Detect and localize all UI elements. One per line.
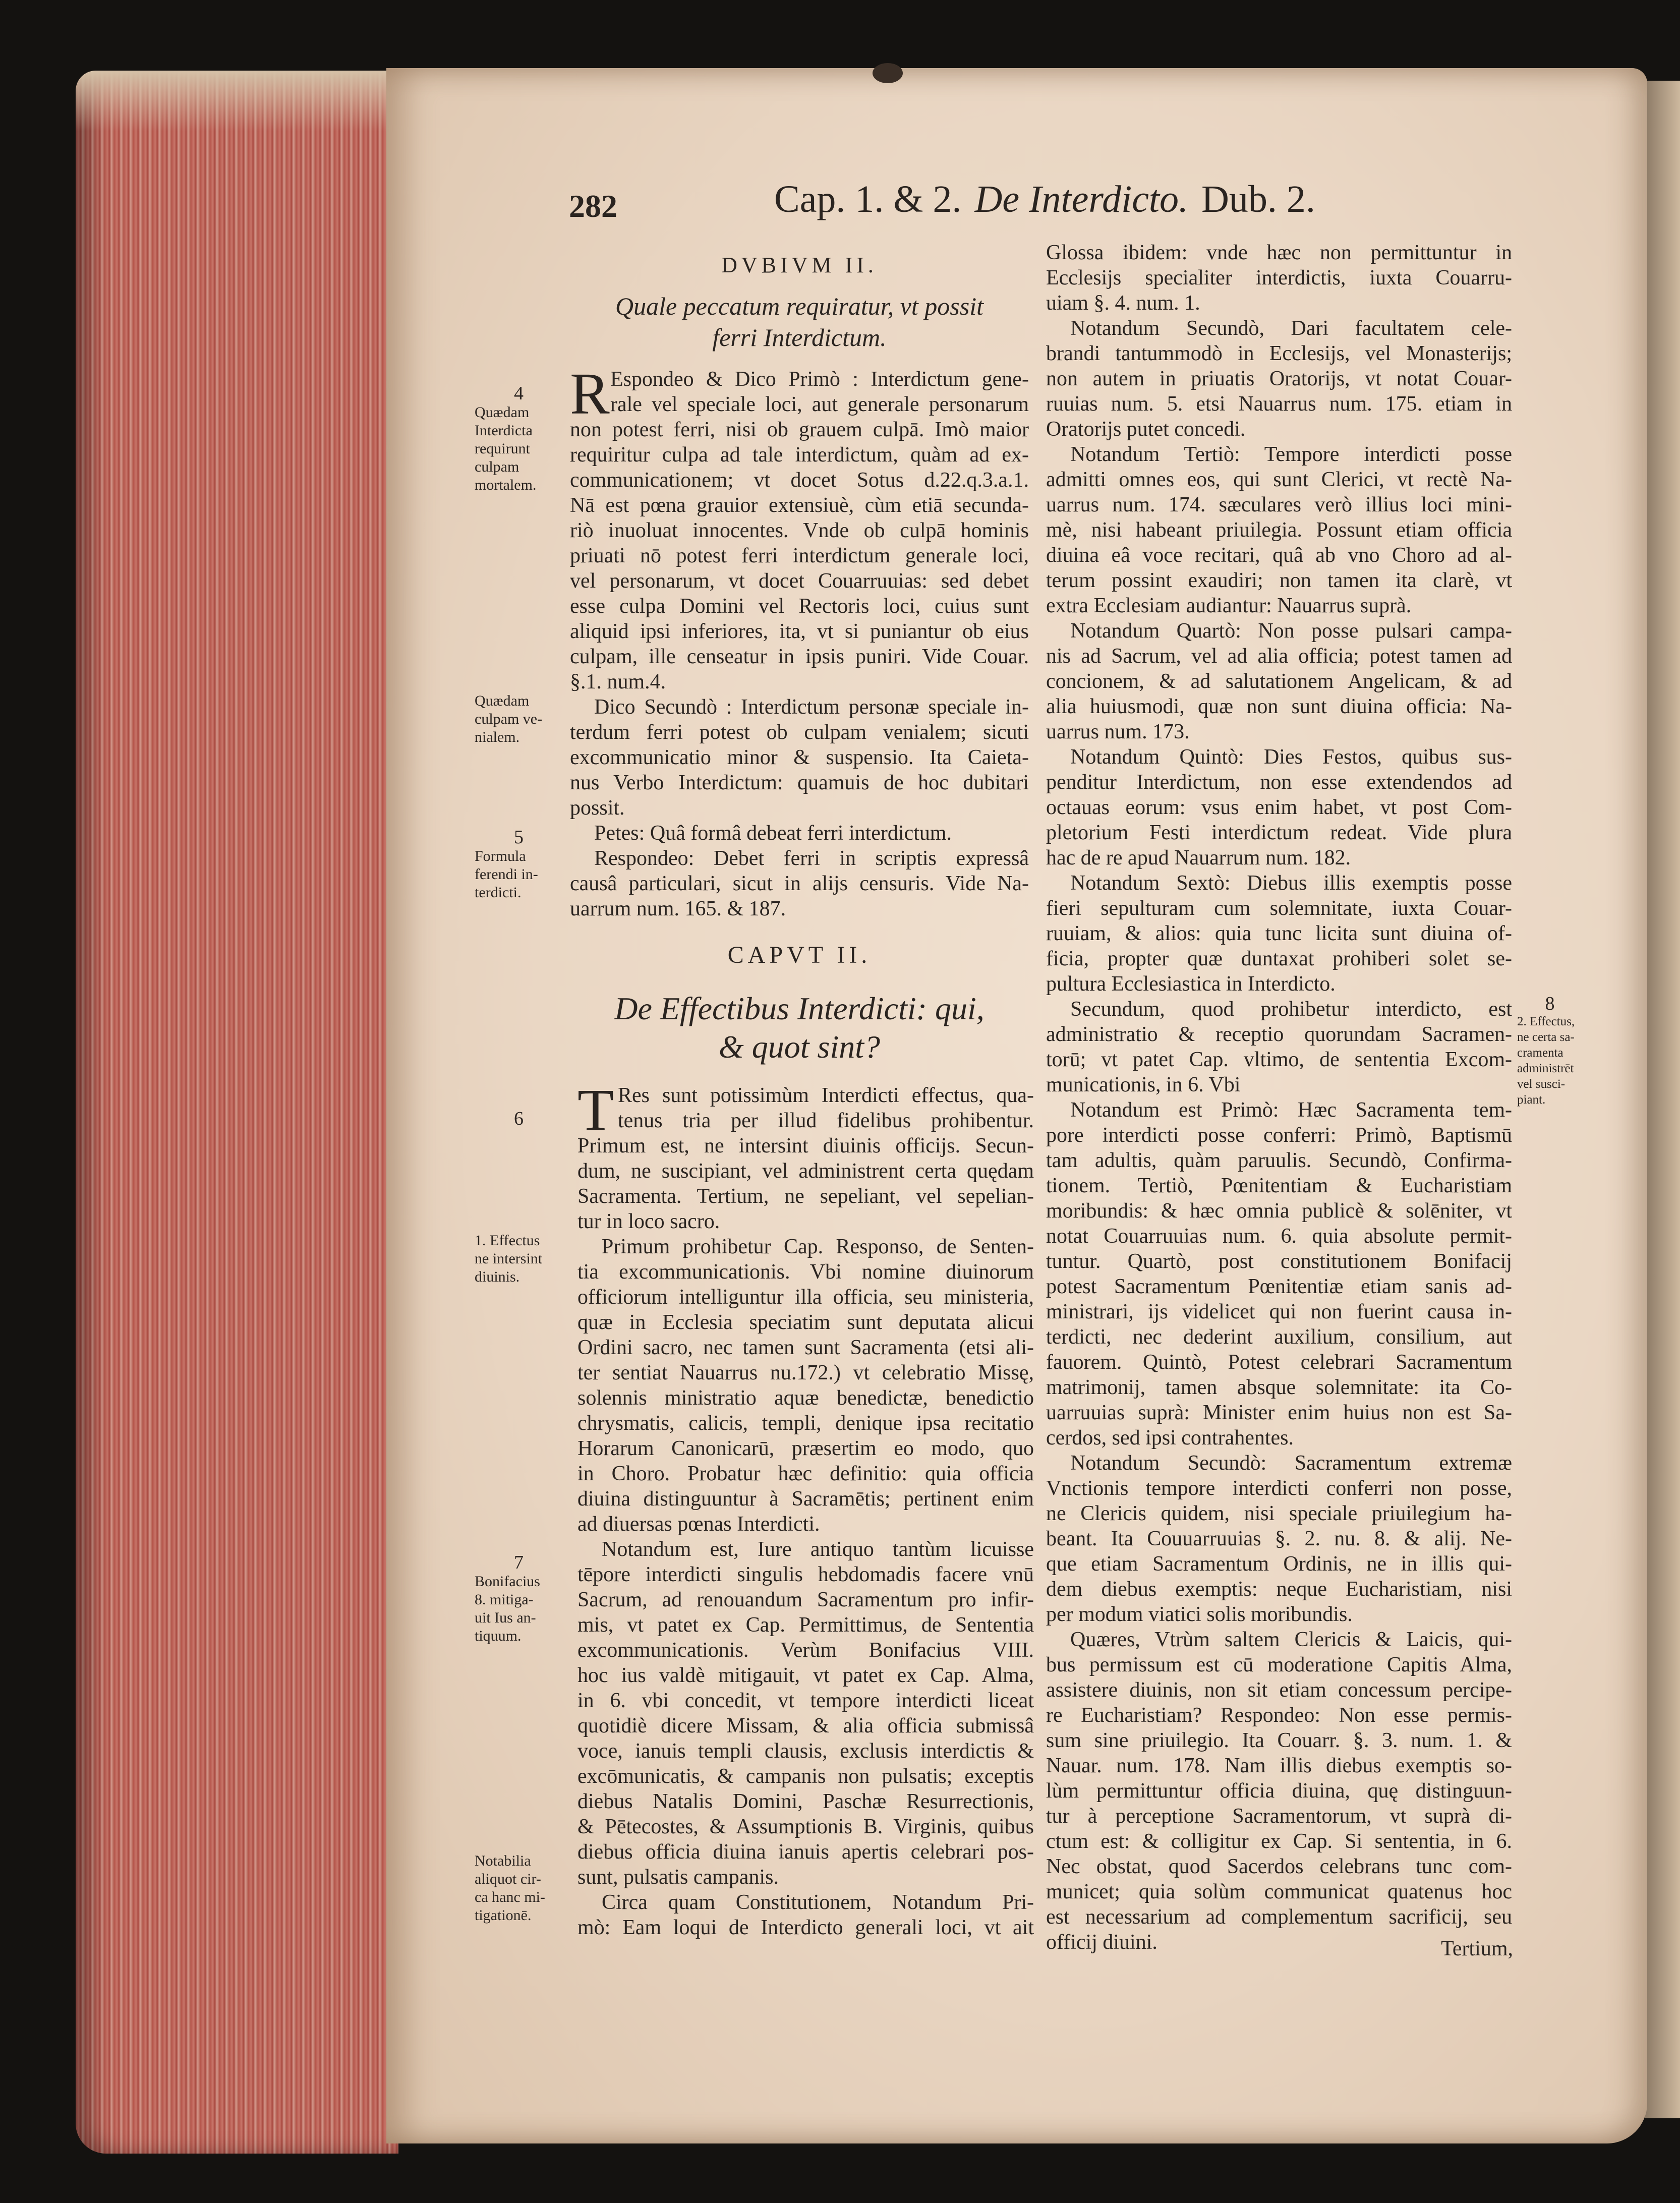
margin-note-line: mortalem. [475,477,537,493]
margin-note-line: administrēt [1517,1062,1574,1075]
text-line: ad diuersas pœnas Interdicti. [577,1513,820,1536]
chapter-subtitle [570,990,1029,1066]
next-page-edge [1645,81,1680,2118]
text-line: possit. [570,796,625,820]
running-head [774,178,1315,221]
paragraph [1046,744,1512,871]
paragraph [577,1537,1034,1890]
margin-note-line: Notabilia [475,1852,531,1869]
text-line: officij diuini. [1046,1931,1157,1954]
margin-note-line: piant. [1517,1093,1546,1107]
paragraph [1046,1627,1512,1955]
text-line: ne Clericis quidem, nisi speciale priuilegium ha- [1046,1502,1512,1525]
margin-note-line: tigationē. [475,1907,532,1924]
text-line: voce, ianuis templi clausis, exclusis interdictis & [577,1740,1034,1763]
text-line: Espondeo & Dico Primò : Interdictum gene- [610,368,1029,391]
text-line: diebus officia diuina ianuis apertis celebrari pos- [577,1840,1034,1864]
paragraph [1046,1451,1512,1627]
text-line: admitti omnes eos, qui sunt Clerici, vt rectè Na- [1046,468,1512,491]
paragraph [1046,240,1512,316]
margin-note [475,827,563,902]
text-line: tia excommunicationis. Vbi nomine diuinorum [577,1260,1034,1284]
running-head-dubium: Dub. 2. [1201,178,1315,220]
text-line: requiritur culpa ad tale interdictum, quàm ad ex- [570,443,1029,467]
text-line: tur in loco sacro. [577,1210,720,1233]
text-line: dem diebus exemptis: neque Eucharistiam, nisi [1046,1578,1512,1601]
text-line: tionem. Tertiò, Pœnitentiam & Eucharistiam [1046,1174,1512,1197]
text-line: nis ad Sacrum, vel ad alia officia; potest tamen ad [1046,645,1512,668]
text-line: tam adultis, quàm paruulis. Secundò, Confirma- [1046,1149,1512,1172]
margin-note-line: 8. mitiga- [475,1591,534,1608]
text-line: mis, vt patet ex Cap. Permittimus, de Sententia [577,1613,1034,1637]
paragraph [570,846,1029,921]
text-line: municet; quia solùm communicat quatenus hoc [1046,1880,1512,1903]
text-line: Petes: Quâ formâ debeat ferri interdictum. [594,822,952,845]
text-line: & Pētecostes, & Assumptionis B. Virginis, quibus [577,1815,1034,1838]
text-line: Notandum Quintò: Dies Festos, quibus sus- [1070,745,1512,769]
margin-note [475,1852,563,1925]
text-line: terdum ferri potest ob culpam venialem; sicuti [570,721,1029,744]
margin-note-number: 8 [1545,993,1555,1014]
text-line: priuati nō potest ferri interdictum generale loci, [570,544,1029,567]
text-line: §.1. num.4. [570,670,666,693]
text-line: cerdos, sed ipsi contrahentes. [1046,1426,1294,1450]
text-line: concionem, & ad salutationem Angelicam, & ad [1046,670,1512,693]
drop-cap: T [577,1077,614,1143]
text-line: matrimonij, tamen absque solemnitate: ita Co- [1046,1376,1512,1399]
text-line: Primum est, ne intersint diuinis officijs. Secun- [577,1134,1034,1157]
text-line: lùm permittuntur officia diuina, quę distinguun- [1046,1779,1512,1803]
text-line: mò: Eam loqui de Interdicto generali loci, vt ait [577,1916,1034,1939]
text-line: officiorum intelliguntur illa officia, seu ministeria, [577,1286,1034,1309]
paragraph [1046,997,1512,1097]
text-line: Res sunt potissimùm Interdicti effectus, qua- [618,1084,1034,1107]
right-column [1046,240,1512,1955]
text-line: bus permissum est cū moderatione Capitis Alma, [1046,1653,1512,1676]
margin-note-line: 1. Effectus [475,1232,540,1249]
text-line: Sacrum, ad renouandum Sacramentum pro infir- [577,1588,1034,1611]
text-line: uarruuias suprà: Minister enim huius non est Sa- [1046,1401,1512,1424]
text-line: uarrus num. 174. sæculares verò illius loci mini- [1046,493,1512,516]
text-line: riò inuoluat innocentes. Vnde ob culpā hominis [570,519,1029,542]
margin-note-line: ca hanc mi- [475,1889,545,1905]
margin-note-line: Bonifacius [475,1573,540,1590]
text-line: municationis, in 6. Vbi [1046,1073,1241,1096]
chapter-subtitle-line: De Effectibus Interdicti: qui, [614,991,984,1026]
text-line: Notandum Quartò: Non posse pulsari campa- [1070,619,1512,643]
text-line: Respondeo: Debet ferri in scriptis expressâ [594,847,1029,870]
text-line: Secundum, quod prohibetur interdicto, est [1070,998,1512,1021]
text-line: diuina eâ voce recitari, quâ ab vno Choro ad al- [1046,544,1512,567]
text-line: diuina distinguuntur à Sacramētis; pertinent enim [577,1487,1034,1511]
text-line: ctum est: & colligitur ex Cap. Si sententia, in 6. [1046,1830,1512,1853]
running-head-title: De Interdicto. [974,178,1189,220]
text-line: Nauar. num. 178. Nam illis diebus exemptis so- [1046,1754,1512,1777]
margin-note-line: cramenta [1517,1046,1563,1060]
text-line: in 6. vbi concedit, vt tempore interdicti liceat [577,1689,1034,1712]
text-line: hac de re apud Nauarrum num. 182. [1046,846,1351,869]
margin-note-line: Interdicta [475,422,533,439]
text-line: moribundis: & hæc omnia publicè & solēniter, vt [1046,1199,1512,1223]
text-line: Glossa ibidem: vnde hæc non permittuntur in [1046,241,1512,264]
page-hole [873,63,903,83]
text-line: notat Couarruuias num. 6. quia absolute permit- [1046,1225,1512,1248]
text-line: nus Verbo Interdictum: quamuis de hoc dubitari [570,771,1029,794]
text-line: alia huiusmodi, quæ non sunt diuina officia: Na- [1046,695,1512,718]
text-line: vel personarum, vt docet Couarruuias: sed debet [570,569,1029,593]
text-line: excōmunicatis, & campanis non pulsatis; exceptis [577,1765,1034,1788]
margin-note [475,1552,563,1645]
text-line: tenus tria per illud fidelibus prohibentur. [618,1109,1034,1132]
text-line: solennis ministratio aquæ benedictæ, benedictio [577,1386,1034,1410]
margin-note-line: diuinis. [475,1268,520,1285]
book-fore-edge-top [76,71,398,131]
margin-note-line: tiquum. [475,1628,522,1644]
text-line: extra Ecclesiam audiantur: Nauarrus suprà. [1046,594,1412,617]
chapter-subtitle-line: & quot sint? [718,1029,881,1065]
subtitle-line: Quale peccatum requiratur, vt possit [615,292,983,320]
text-line: octauas eorum: vsus enim habet, vt post Com- [1046,796,1512,819]
margin-note-line: ne certa sa- [1517,1030,1575,1044]
margin-note-line: terdicti. [475,884,522,901]
text-line: fieri sepulturam cum solemnitate, iuxta Couar- [1046,897,1512,920]
text-line: administratio & receptio quorundam Sacramen- [1046,1023,1512,1046]
text-line: ficia, propter quæ duntaxat prohiberi solet se- [1046,947,1512,970]
text-line: esse culpa Domini vel Rectoris loci, cuius sunt [570,595,1029,618]
text-line: Circa quam Constitutionem, Notandum Pri- [602,1891,1034,1914]
margin-note-number: 4 [514,383,524,404]
text-line: per modum viatici solis moribundis. [1046,1603,1353,1626]
text-line: diebus Natalis Domini, Paschæ Resurrectionis, [577,1790,1034,1813]
text-line: causâ particulari, sicut in alijs censuris. Vide Na- [570,872,1029,895]
margin-note-line: aliquot cir- [475,1871,541,1887]
margin-note-line: culpam ve- [475,711,543,727]
text-line: beant. Ita Couuarruuias §. 2. nu. 8. & alij. Ne- [1046,1527,1512,1550]
paragraph [570,821,1029,846]
chapter-heading: CAPVT II. [727,942,872,968]
text-line: torū; vt patet Cap. vltimo, de sententia Excom- [1046,1048,1512,1071]
paragraph [1046,1097,1512,1451]
text-line: re Eucharistiam? Respondeo: Non esse permis- [1046,1704,1512,1727]
text-line: tur à perceptione Sacramentorum, vt suprà di- [1046,1805,1512,1828]
text-line: Nā est pœna grauior extensiuè, cùm etiā secunda- [570,494,1029,517]
paragraph [570,361,1029,694]
paragraph [1046,316,1512,442]
text-line: sum sine priuilegio. Ita Couarr. §. 3. num. 1. & [1046,1729,1512,1752]
dubium-subtitle [570,291,1029,353]
text-line: pletorium Festi interdictum redeat. Vide plura [1046,821,1512,844]
text-line: uarrus num. 173. [1046,720,1190,743]
text-line: terum possint exaudiri; non tamen ita clarè, vt [1046,569,1512,592]
text-line: mè, nisi habeant priuilegia. Possunt etiam officia [1046,518,1512,542]
text-line: Dico Secundò : Interdictum personæ speciale in- [594,695,1029,719]
paragraph [1046,442,1512,618]
text-line: Nec obstat, quod Sacerdos celebrans tunc com- [1046,1855,1512,1878]
margin-note-line: Quædam [475,692,530,709]
running-head-chapter: Cap. 1. & 2. [774,178,962,220]
text-line: ministrari, ijs videlicet qui non fuerint causa in- [1046,1300,1512,1323]
paragraph [577,1234,1034,1537]
margin-note [475,1232,563,1286]
margin-note-line: Quædam [475,404,530,421]
text-line: tuntur. Quartò, post constitutionem Bonifacij [1046,1250,1512,1273]
margin-note-line: Formula [475,848,526,864]
text-line: Vnctionis tempore interdicti conferri non posse, [1046,1477,1512,1500]
text-line: quotidiè dicere Missam, & alia officia submissâ [577,1714,1034,1737]
text-line: non autem in priuatis Oratorijs, vt notat Couar- [1046,367,1512,390]
text-line: sunt, pulsatis campanis. [577,1866,779,1889]
text-line: fauorem. Quintò, Potest celebrari Sacramentum [1046,1351,1512,1374]
text-line: Notandum Tertiò: Tempore interdicti posse [1070,443,1512,466]
text-line: ter sentiat Nauarrus nu.172.) vt celebratio Missę, [577,1361,1034,1384]
paragraph [577,1890,1034,1940]
text-line: Horarum Canonicarū, præsertim eo modo, quo [577,1437,1034,1460]
text-line: pultura Ecclesiastica in Interdicto. [1046,972,1336,996]
margin-note-line: vel susci- [1517,1077,1566,1091]
text-line: penditur Interdictum, non esse extendendos ad [1046,771,1512,794]
margin-note-number: 6 [514,1108,524,1129]
margin-note [475,692,563,746]
text-line: communicationem; vt docet Sotus d.22.q.3.a.1. [570,469,1029,492]
paragraph [1046,871,1512,997]
text-line: terdicti, nec dederint auxilium, consilium, aut [1046,1325,1512,1349]
text-line: Notandum Sextò: Diebus illis exemptis posse [1070,872,1512,895]
book-fore-edge [76,71,398,2154]
dubium-heading: DVBIVM II. [721,253,878,277]
paragraph [577,1077,1034,1234]
margin-note-line: 2. Effectus, [1517,1015,1575,1028]
margin-note-number: 5 [514,827,524,848]
margin-note [1517,994,1583,1108]
text-line: potest Sacramentum Pœnitentiæ etiam sanis ad- [1046,1275,1512,1298]
text-line: Notandum Secundò: Sacramentum extremæ [1070,1452,1512,1475]
paragraph [1046,618,1512,744]
text-line: assistere diuinis, non sit etiam concessum percipe- [1046,1678,1512,1702]
margin-note-line: nialem. [475,729,520,745]
left-column-block-b [577,1077,1034,1940]
margin-note-line: ne intersint [475,1250,543,1267]
text-line: ruuias num. 5. etsi Nauarrus num. 175. etiam in [1046,392,1512,416]
text-line: Notandum est Primò: Hæc Sacramenta tem- [1070,1098,1512,1122]
text-line: Primum prohibetur Cap. Responso, de Senten- [602,1235,1034,1258]
paragraph [570,694,1029,821]
catchword: Tertium, [1441,1937,1513,1960]
text-line: est necessarium ad complementum sacrificij, seu [1046,1905,1512,1929]
text-line: excommunicatio minor & suspensio. Ita Caieta- [570,746,1029,769]
margin-note-line: requirunt [475,440,530,457]
text-line: Quæres, Vtrùm saltem Clericis & Laicis, qui- [1070,1628,1512,1651]
drop-cap: R [570,361,610,427]
margin-note-line: ferendi in- [475,866,538,883]
text-line: non potest ferri, nisi ob grauem culpā. Imò maior [570,418,1029,441]
text-line: pore interdicti posse conferri: Primò, Baptismū [1046,1124,1512,1147]
text-line: Notandum est, Iure antiquo tantùm licuisse [602,1538,1034,1561]
text-line: que etiam Sacramentum Ordinis, ne in illis qui- [1046,1552,1512,1576]
text-line: in Choro. Probatur hæc definitio: quia officia [577,1462,1034,1485]
text-line: chrysmatis, calicis, templi, denique ipsa recitatio [577,1412,1034,1435]
left-column-block-a [570,361,1029,921]
text-line: quæ in Ecclesia speciatim sunt deputata alicui [577,1311,1034,1334]
text-line: Ordini sacro, nec tamen sunt Sacramenta (etsi ali- [577,1336,1034,1359]
text-line: brandi tantummodò in Ecclesijs, vel Monasterijs; [1046,342,1512,365]
text-line: excommunicationis. Verùm Bonifacius VIII. [577,1639,1034,1662]
text-line: Notandum Secundò, Dari facultatem cele- [1070,317,1512,340]
margin-note-line: culpam [475,458,519,475]
text-line: Ecclesijs specialiter interdictis, iuxta Couarru- [1046,266,1512,289]
text-line: tēpore interdicti singulis hebdomadis facere vnū [577,1563,1034,1586]
text-line: rale vel speciale loci, aut generale personarum [610,393,1029,416]
page-number: 282 [569,188,617,224]
margin-note-line: uit Ius an- [475,1609,536,1626]
text-line: Sacramenta. Tertium, ne sepeliant, vel sepelian- [577,1185,1034,1208]
subtitle-line: ferri Interdictum. [712,323,887,352]
text-line: uarrum num. 165. & 187. [570,897,786,920]
text-line: hoc ius valdè mitigauit, vt patet ex Cap. Alma, [577,1664,1034,1687]
text-line: Oratorijs putet concedi. [1046,418,1246,441]
margin-note [475,1109,563,1129]
text-line: culpam, ille censeatur in ipsis puniri. Vide Couar. [570,645,1029,668]
margin-note-number: 7 [514,1552,524,1573]
margin-note [475,383,563,494]
text-line: dum, ne suscipiant, vel administrent certa quędam [577,1160,1034,1183]
text-line: uiam §. 4. num. 1. [1046,292,1200,315]
text-line: ruuiam, & alios: quia tunc licita sunt diuina of- [1046,922,1512,945]
text-line: aliquid ipsi inferiores, ita, vt si puniantur ob eius [570,620,1029,643]
